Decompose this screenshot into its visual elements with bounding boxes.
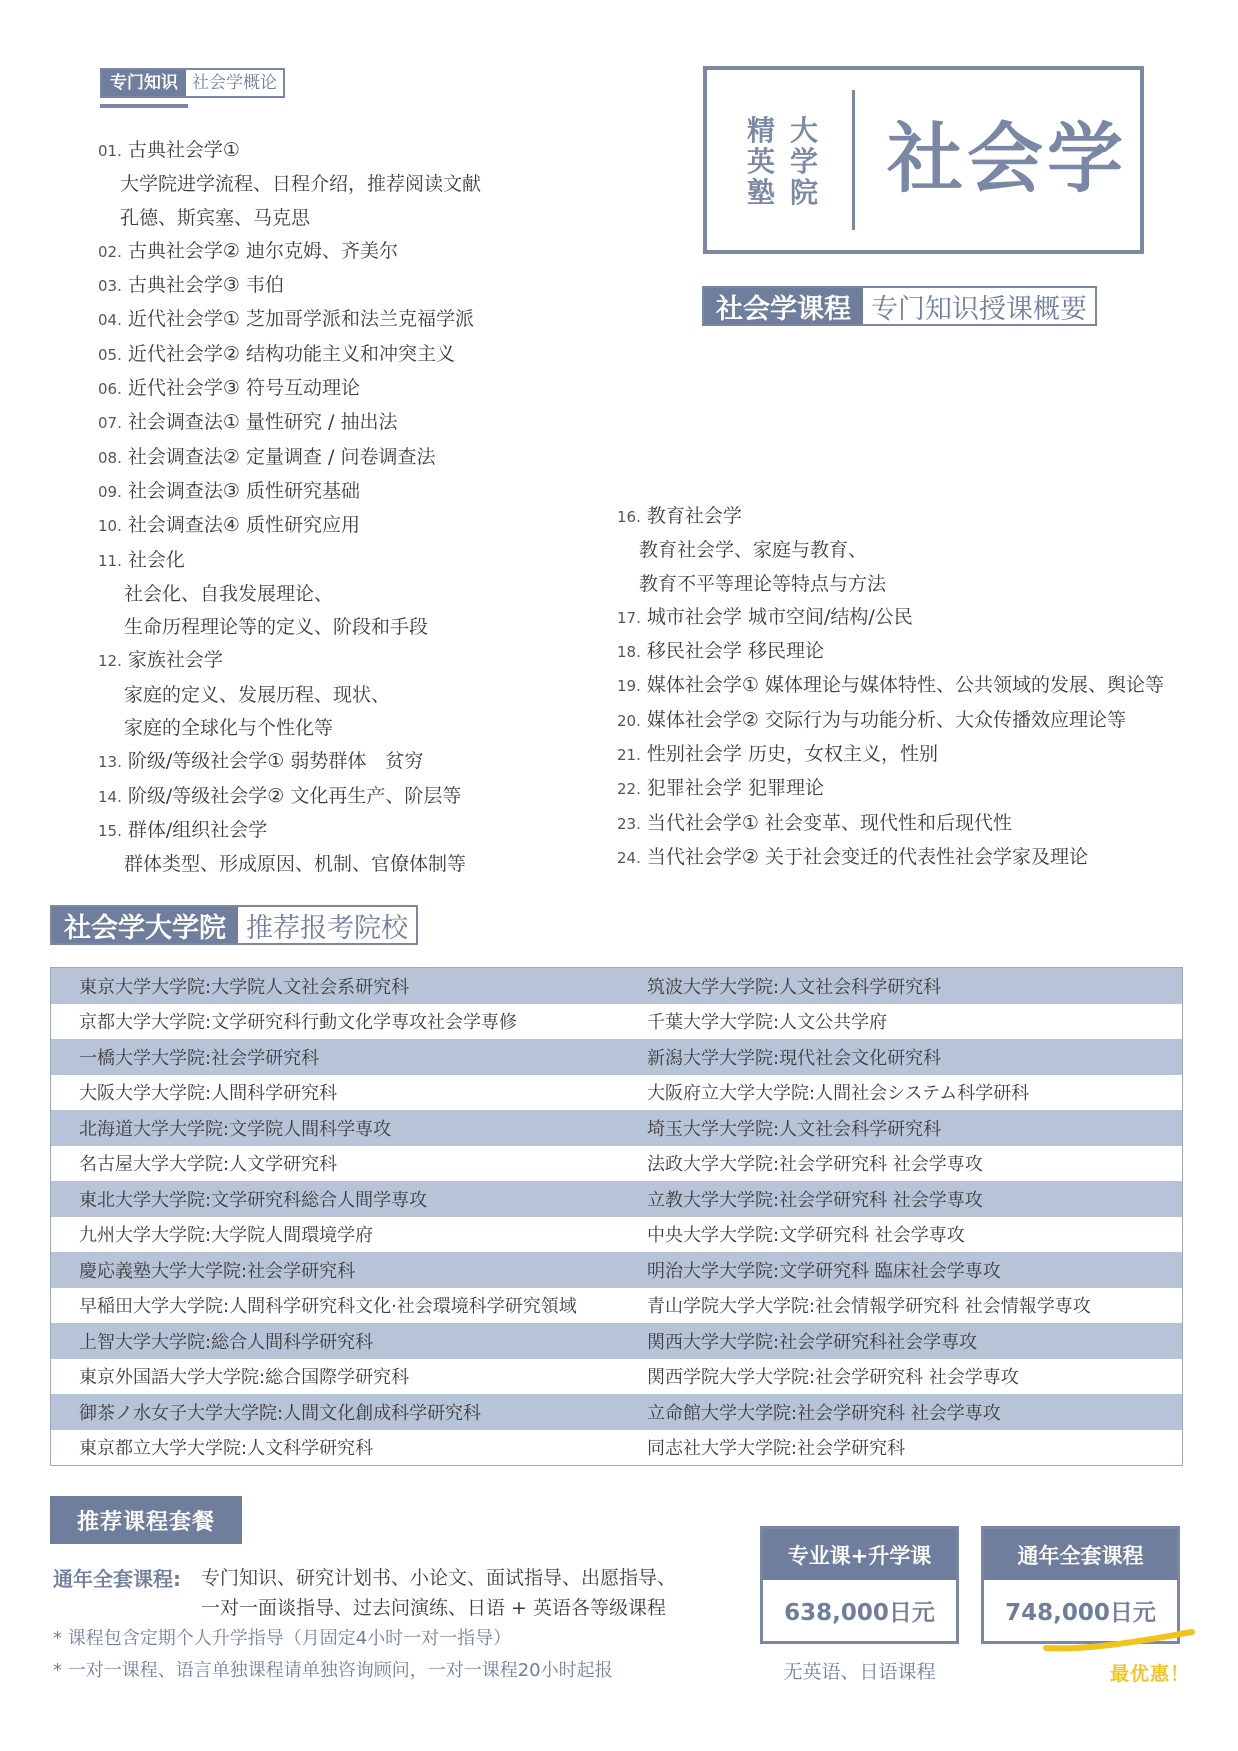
- course-item: [98, 235, 481, 269]
- course-text: 性别社会学 历史，女权主义，性别: [646, 743, 938, 766]
- table-cell: 北海道大学大学院:文学院人間科学専攻: [79, 1118, 392, 1140]
- course-item: [98, 303, 481, 337]
- course-text: 生命历程理论等的定义、阶段和手段: [124, 616, 429, 639]
- course-text: 近代社会学② 结构功能主义和冲突主义: [127, 342, 455, 365]
- logo-box: [703, 66, 1144, 254]
- table-cell: 青山学院大学大学院:社会情報学研究科 社会情報学専攻: [647, 1296, 1091, 1318]
- price-card-header: 专业课+升学课: [763, 1529, 956, 1580]
- course-item: [98, 679, 481, 712]
- course-number: 15.: [98, 821, 122, 840]
- course-item: [617, 500, 1164, 534]
- package-full-line-1: 专门知识、研究计划书、小论文、面试指导、出愿指导、: [201, 1567, 677, 1589]
- logo-char: 塾: [746, 176, 775, 209]
- course-text: 社会调查法③ 质性研究基础: [127, 479, 360, 502]
- table-row: [51, 1430, 1182, 1466]
- course-text: 犯罪社会学 犯罪理论: [646, 777, 824, 800]
- table-cell: 東京大学大学院:大学院人文社会系研究科: [79, 976, 410, 998]
- syllabus-tag-secondary: 社会学概论: [186, 70, 283, 96]
- table-row: [51, 1394, 1182, 1430]
- table-cell: 新潟大学大学院:現代社会文化研究科: [647, 1047, 942, 1069]
- course-text: 教育不平等理论等特点与方法: [639, 572, 887, 595]
- course-text: 阶级/等级社会学② 文化再生产、阶层等: [127, 784, 462, 807]
- course-item: [98, 644, 481, 678]
- course-item: [98, 168, 481, 201]
- course-item: [98, 269, 481, 303]
- course-text: 城市社会学 城市空间/结构/公民: [646, 605, 913, 628]
- logo-vertical-text-1: [746, 115, 776, 208]
- logo-char: 英: [746, 145, 775, 178]
- package-note-2: * 一对一课程、语言单独课程请单独咨询顾问，一对一课程20小时起报: [53, 1660, 613, 1681]
- table-cell: 同志社大学大学院:社会学研究科: [647, 1438, 906, 1460]
- course-text: 社会化、自我发展理论、: [124, 582, 334, 605]
- table-cell: 東京外国語大学大学院:総合国際学研究科: [79, 1367, 410, 1389]
- course-list-left: [98, 134, 481, 882]
- course-text: 群体类型、形成原因、机制、官僚体制等: [124, 853, 467, 876]
- course-text: 社会化: [127, 548, 185, 571]
- course-number: 07.: [98, 414, 122, 433]
- course-text: 社会调查法④ 质性研究应用: [127, 514, 360, 537]
- price-card-note: 无英语、日语课程: [783, 1661, 936, 1683]
- course-list-right: [617, 500, 1164, 875]
- course-item: [98, 745, 481, 779]
- course-item: [617, 704, 1164, 738]
- course-item: [98, 338, 481, 372]
- course-number: 01.: [98, 142, 122, 160]
- table-cell: 関西大学大学院:社会学研究科社会学専攻: [647, 1331, 978, 1353]
- syllabus-tag: [100, 68, 285, 98]
- course-banner: [702, 286, 1097, 326]
- course-number: 06.: [98, 380, 122, 399]
- table-row: [51, 1039, 1182, 1075]
- package-full-label: 通年全套课程:: [53, 1567, 181, 1591]
- course-item: [98, 611, 481, 644]
- course-item: [98, 780, 481, 814]
- course-number: 24.: [617, 848, 641, 867]
- price-card-basic: [760, 1526, 959, 1644]
- highlight-stroke: [1040, 1620, 1200, 1660]
- logo-divider: [852, 90, 855, 230]
- schools-banner-secondary: 推荐报考院校: [238, 907, 416, 943]
- course-item: [98, 134, 481, 168]
- course-item: [98, 202, 481, 235]
- schools-banner: [50, 905, 418, 945]
- course-item: [98, 406, 481, 440]
- table-row: [51, 1288, 1182, 1324]
- table-cell: 立命館大学大学院:社会学研究科 社会学専攻: [647, 1402, 1001, 1424]
- table-cell: 法政大学大学院:社会学研究科 社会学専攻: [647, 1154, 983, 1176]
- table-cell: 東北大学大学院:文学研究科総合人間学専攻: [79, 1189, 428, 1211]
- course-item: [617, 841, 1164, 875]
- course-number: 14.: [98, 787, 122, 806]
- course-item: [617, 568, 1164, 601]
- table-row: [51, 968, 1182, 1004]
- course-item: [98, 848, 481, 881]
- syllabus-tag-primary: 专门知识: [102, 70, 186, 96]
- course-number: 21.: [617, 746, 641, 765]
- table-cell: 上智大学大学院:総合人間科学研究科: [79, 1331, 374, 1353]
- table-cell: 埼玉大学大学院:人文社会科学研究科: [647, 1118, 942, 1140]
- course-banner-primary: 社会学课程: [704, 288, 863, 324]
- table-cell: 慶応義塾大学大学院:社会学研究科: [79, 1260, 356, 1282]
- course-number: 08.: [98, 448, 122, 467]
- course-number: 16.: [617, 508, 641, 526]
- course-item: [98, 578, 481, 611]
- course-text: 社会调查法② 定量调查 / 问卷调查法: [127, 445, 436, 468]
- course-text: 阶级/等级社会学① 弱势群体 贫穷: [127, 750, 424, 773]
- logo-title: 社会学: [887, 114, 1127, 203]
- logo-char: 院: [789, 176, 818, 209]
- course-text: 当代社会学① 社会变革、现代性和后现代性: [646, 811, 1012, 834]
- table-cell: 関西学院大学大学院:社会学研究科 社会学専攻: [647, 1367, 1019, 1389]
- logo-char: 精: [746, 114, 775, 147]
- logo-vertical-text-2: [789, 115, 819, 208]
- course-number: 11.: [98, 551, 122, 570]
- course-text: 教育社会学、家庭与教育、: [639, 539, 868, 562]
- table-cell: 名古屋大学大学院:人文学研究科: [79, 1154, 338, 1176]
- course-item: [98, 372, 481, 406]
- course-item: [98, 441, 481, 475]
- course-text: 群体/组织社会学: [127, 818, 268, 841]
- table-cell: 大阪府立大学大学院:人間社会システム科学研科: [647, 1083, 1030, 1105]
- course-text: 社会调查法① 量性研究 / 抽出法: [127, 411, 398, 434]
- course-item: [98, 509, 481, 543]
- table-row: [51, 1110, 1182, 1146]
- course-text: 家族社会学: [127, 649, 223, 672]
- table-cell: 大阪大学大学院:人間科学研究科: [79, 1083, 338, 1105]
- table-cell: 明治大学大学院:文学研究科 臨床社会学専攻: [647, 1260, 1001, 1282]
- course-text: 媒体社会学① 媒体理论与媒体特性、公共领域的发展、舆论等: [646, 674, 1164, 697]
- course-text: 古典社会学③ 韦伯: [127, 274, 284, 297]
- course-item: [98, 544, 481, 578]
- table-cell: 京都大学大学院:文学研究科行動文化学専攻社会学専修: [79, 1012, 518, 1034]
- course-item: [617, 534, 1164, 567]
- course-item: [617, 772, 1164, 806]
- schools-banner-primary: 社会学大学院: [52, 907, 238, 943]
- course-item: [617, 738, 1164, 772]
- course-number: 04.: [98, 311, 122, 330]
- course-number: 03.: [98, 277, 122, 296]
- course-number: 18.: [617, 643, 641, 662]
- course-number: 02.: [98, 242, 122, 261]
- course-number: 22.: [617, 780, 641, 799]
- price-card-header: 通年全套课程: [984, 1529, 1177, 1580]
- course-text: 教育社会学: [646, 505, 742, 527]
- table-cell: 東京都立大学大学院:人文科学研究科: [79, 1438, 374, 1460]
- table-cell: 一橋大学大学院:社会学研究科: [79, 1047, 320, 1069]
- price-value: 638,000日元: [784, 1600, 935, 1626]
- course-text: 近代社会学① 芝加哥学派和法兰克福学派: [127, 308, 474, 331]
- course-number: 09.: [98, 482, 122, 501]
- course-text: 当代社会学② 关于社会变迁的代表性社会学家及理论: [646, 845, 1088, 868]
- package-title: 推荐课程套餐: [50, 1496, 242, 1544]
- table-cell: 早稲田大学大学院:人間科学研究科文化·社会環境科学研究領域: [79, 1296, 577, 1318]
- course-text: 孔德、斯宾塞、马克思: [120, 206, 311, 229]
- syllabus-underline: [100, 104, 188, 108]
- course-item: [617, 601, 1164, 635]
- logo-char: 大: [789, 114, 818, 147]
- table-cell: 中央大学大学院:文学研究科 社会学専攻: [647, 1225, 965, 1247]
- course-text: 古典社会学② 迪尔克姆、齐美尔: [127, 239, 398, 262]
- course-item: [98, 712, 481, 745]
- course-text: 移民社会学 移民理论: [646, 640, 824, 663]
- course-number: 12.: [98, 652, 122, 671]
- package-full-line-2: 一对一面谈指导、过去问演练、日语 + 英语各等级课程: [201, 1597, 667, 1619]
- course-item: [617, 807, 1164, 841]
- course-text: 近代社会学③ 符号互动理论: [127, 377, 360, 400]
- price-value: 748,000日元: [1005, 1600, 1156, 1626]
- best-deal-label: 最优惠！: [1110, 1663, 1191, 1685]
- course-text: 媒体社会学② 交际行为与功能分析、大众传播效应理论等: [646, 708, 1126, 731]
- table-row: [51, 1252, 1182, 1288]
- table-row: [51, 1075, 1182, 1111]
- course-number: 13.: [98, 753, 122, 772]
- course-number: 20.: [617, 711, 641, 730]
- table-cell: 九州大学大学院:大学院人間環境学府: [79, 1225, 374, 1247]
- table-row: [51, 1146, 1182, 1182]
- table-row: [51, 1323, 1182, 1359]
- course-number: 23.: [617, 814, 641, 833]
- table-row: [51, 1004, 1182, 1040]
- course-item: [617, 669, 1164, 703]
- logo-char: 学: [789, 145, 818, 178]
- course-text: 大学院进学流程、日程介绍，推荐阅读文献: [120, 173, 482, 196]
- course-number: 19.: [617, 677, 641, 696]
- course-item: [98, 475, 481, 509]
- course-text: 家庭的全球化与个性化等: [124, 717, 334, 740]
- course-banner-secondary: 专门知识授课概要: [863, 288, 1095, 324]
- course-number: 10.: [98, 517, 122, 536]
- table-cell: 御茶ノ水女子大学大学院:人間文化創成科学研究科: [79, 1402, 482, 1424]
- course-item: [617, 635, 1164, 669]
- course-text: 家庭的定义、发展历程、现状、: [124, 683, 391, 706]
- schools-table: [50, 967, 1183, 1466]
- course-number: 17.: [617, 608, 641, 627]
- course-number: 05.: [98, 345, 122, 364]
- course-item: [98, 814, 481, 848]
- table-row: [51, 1359, 1182, 1395]
- package-note-1: * 课程包含定期个人升学指导（月固定4小时一对一指导）: [53, 1628, 512, 1649]
- table-cell: 筑波大学大学院:人文社会科学研究科: [647, 976, 942, 998]
- table-cell: 立教大学大学院:社会学研究科 社会学専攻: [647, 1189, 983, 1211]
- table-row: [51, 1181, 1182, 1217]
- course-text: 古典社会学①: [127, 139, 240, 161]
- table-row: [51, 1217, 1182, 1253]
- table-cell: 千葉大学大学院:人文公共学府: [647, 1012, 888, 1034]
